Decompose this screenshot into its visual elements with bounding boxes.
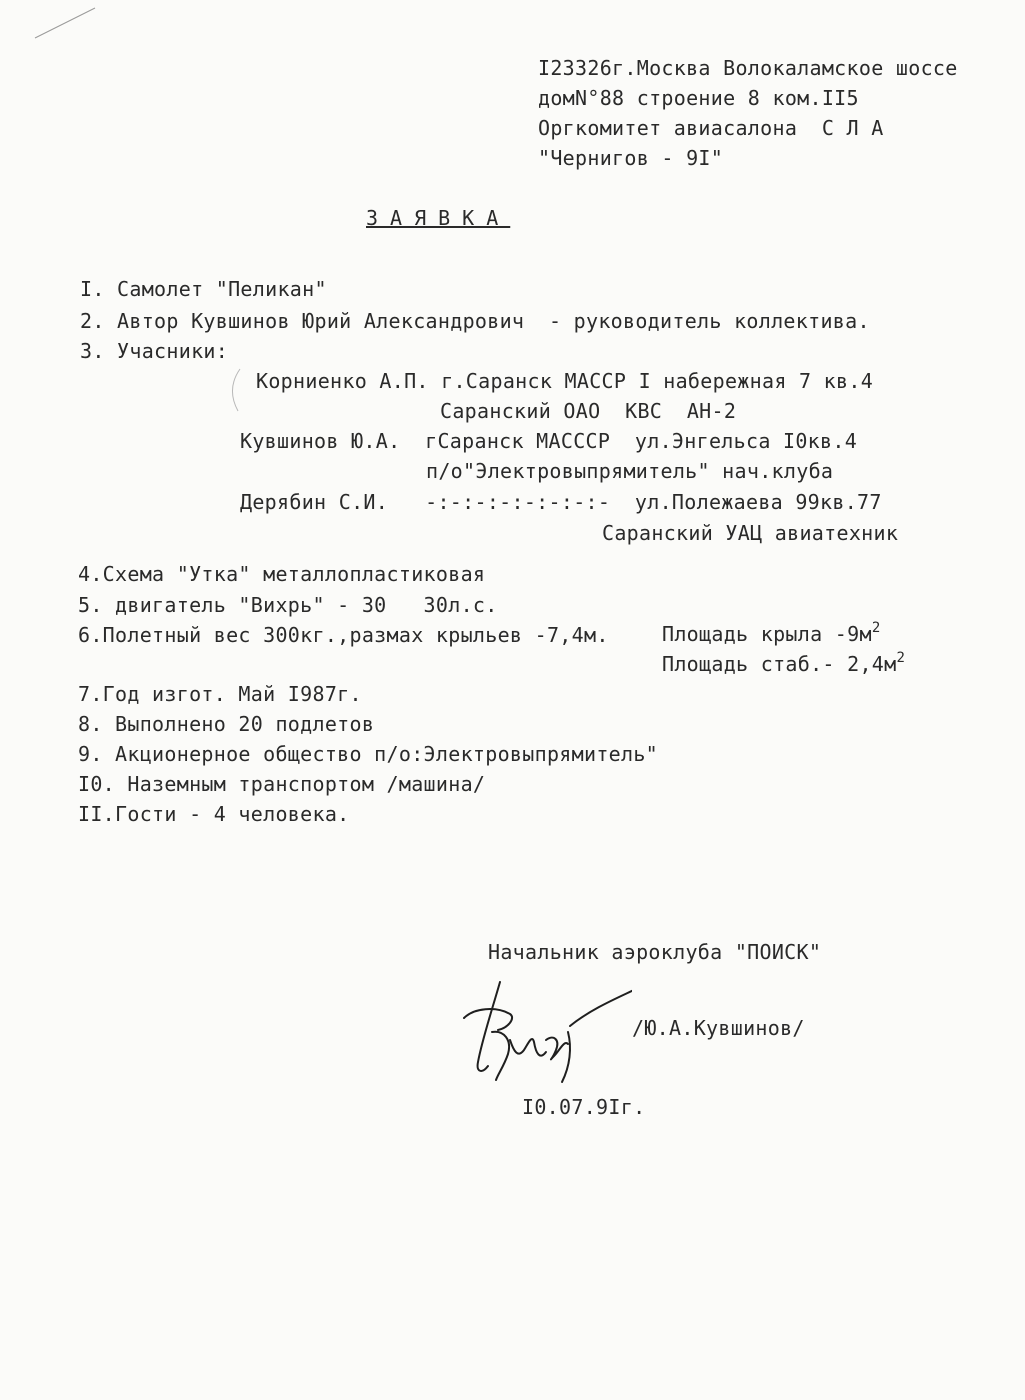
stabilizer-area-exponent: 2 <box>896 650 906 666</box>
address-line-3: Оргкомитет авиасалона С Л А <box>538 116 884 140</box>
pencil-scratch <box>0 0 120 50</box>
item-9: 9. Акционерное общество п/о:Электровыпрямитель" <box>78 742 659 766</box>
handwritten-signature <box>452 970 632 1095</box>
item-3: 3. Учасники: <box>80 339 229 363</box>
document-title: ЗАЯВКА <box>366 206 511 230</box>
signature-date: I0.07.9Iг. <box>522 1095 646 1119</box>
item-6: 6.Полетный вес 300кг.,размах крыльев -7,4м. <box>78 623 609 647</box>
item-1: I. Самолет "Пеликан" <box>80 277 327 301</box>
stabilizer-area: Площадь стаб.- 2,4м <box>662 652 897 676</box>
participant-3-line-2: Саранский УАЦ авиатехник <box>602 521 899 545</box>
item-4: 4.Схема "Утка" металлопластиковая <box>78 562 486 586</box>
participant-1-line-2: Саранский ОАО КВС АН-2 <box>440 399 737 423</box>
item-2: 2. Автор Кувшинов Юрий Александрович - руководитель коллектива. <box>80 309 870 333</box>
item-11: II.Гости - 4 человека. <box>78 802 350 826</box>
address-line-1: I23326г.Москва Волокаламское шоссе <box>538 56 958 80</box>
address-line-2: домN°88 строение 8 ком.II5 <box>538 86 859 110</box>
participant-1-line-1: Корниенко А.П. г.Саранск МАССР I набережная 7 кв.4 <box>256 369 874 393</box>
address-line-4: "Чернигов - 9I" <box>538 146 724 170</box>
signer-name: /Ю.А.Кувшинов/ <box>632 1016 805 1040</box>
participant-2-line-2: п/о"Электровыпрямитель" нач.клуба <box>426 459 834 483</box>
pencil-mark <box>222 365 252 415</box>
item-8: 8. Выполнено 20 подлетов <box>78 712 375 736</box>
item-7: 7.Год изгот. Май I987г. <box>78 682 362 706</box>
item-5: 5. двигатель "Вихрь" - 30 30л.с. <box>78 593 498 617</box>
item-10: I0. Наземным транспортом /машина/ <box>78 772 486 796</box>
participant-2-line-1: Кувшинов Ю.А. гСаранск МАСССР ул.Энгельса I0кв.4 <box>240 429 858 453</box>
stabilizer-area-line <box>662 652 905 676</box>
wing-area-exponent: 2 <box>871 620 881 636</box>
wing-area: Площадь крыла -9м <box>662 622 872 646</box>
signer-position: Начальник аэроклуба "ПОИСК" <box>488 940 822 964</box>
wing-area-line <box>662 622 881 646</box>
participant-3-line-1: Дерябин С.И. -:-:-:-:-:-:-:- ул.Полежаева 99кв.77 <box>240 490 882 514</box>
